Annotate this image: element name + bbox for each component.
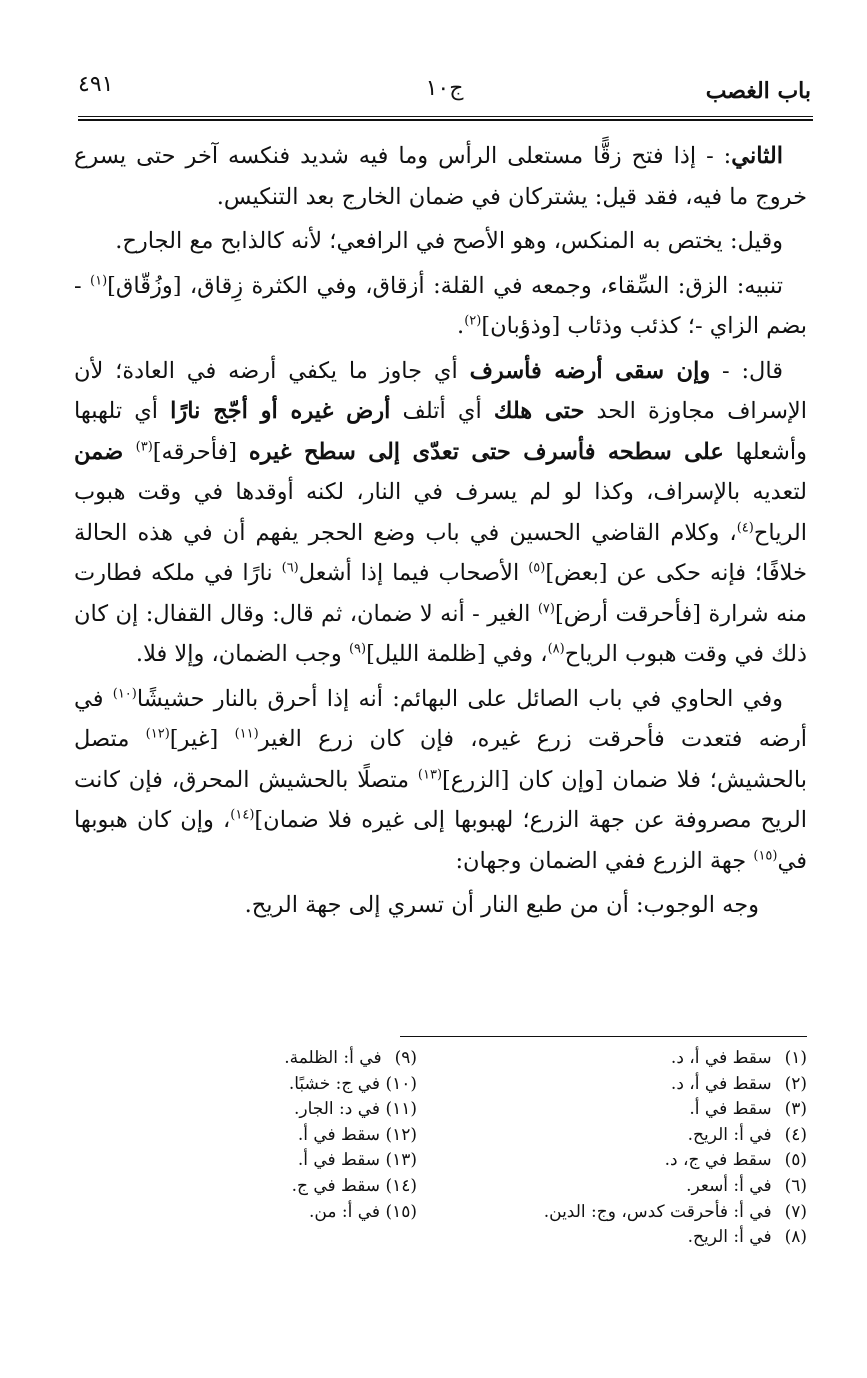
footnote-text: سقط في أ، د. (670, 1048, 772, 1068)
footnote-number: (٦) (784, 1175, 807, 1196)
paragraph-text: : - إذا فتح زقًّا مستعلى الرأس وما فيه شديد فنكسه آخر حتى يسرع خروج ما فيه، فقد قيل: يشتركان في ضمان الخارج بعد التنكيس. (74, 143, 807, 210)
matn-text: ضمن (74, 438, 136, 465)
footnote-item (447, 1174, 807, 1200)
volume-label: ج١٠ (425, 76, 464, 101)
footnote-number: (١٢) (385, 1124, 417, 1145)
footnote-ref: (٨) (547, 641, 565, 657)
footnote-number: (١٥) (385, 1201, 417, 1222)
text-run: . (457, 313, 465, 339)
footnote-item (447, 1200, 807, 1226)
matn-text: وإن سقى أرضه فأسرف (469, 357, 711, 384)
text-run: لتعديه بالإسراف، وكذا لو لم يسرف في النار، لكنه أوقدها في وقت هبوب الرياح (74, 479, 807, 546)
paragraph-1 (74, 136, 807, 217)
paragraph-text: وجه الوجوب: أن من طبع النار أن تسري إلى جهة الريح. (244, 892, 759, 918)
header-rule (78, 116, 813, 117)
header-rule-thick (78, 119, 813, 121)
text-run: الغير - أنه لا ضمان، ثم قال: وقال القفال: إن كان ذلك في وقت هبوب الرياح (74, 600, 807, 667)
footnote-ref: (٦) (281, 560, 299, 576)
paragraph-5 (74, 679, 807, 882)
footnotes-column-right (447, 1046, 807, 1251)
footnote-ref: (١٣) (417, 767, 443, 782)
paragraph-2 (74, 221, 807, 262)
footnote-item (447, 1097, 807, 1123)
footnote-number: (٥) (784, 1150, 807, 1171)
footnote-text: سقط في ج. (291, 1175, 381, 1196)
footnote-ref: (٤) (736, 520, 754, 535)
footnote-ref: (٥) (528, 560, 546, 576)
page-number: ٤٩١ (78, 72, 114, 97)
footnote-item (57, 1123, 417, 1149)
text-run: أي جاوز ما يكفي أرضه في العادة؛ لأن الإسراف مجاوزة الحد (74, 357, 808, 424)
footnote-item (57, 1097, 417, 1123)
footnote-item (447, 1072, 807, 1098)
text-run: متصلًا بالحشيش المحرق، فإن كانت الريح مصروفة عن جهة الزرع؛ لهبوبها إلى غيره فلا ضمان] (74, 766, 807, 833)
footnote-text: سقط في ج، د. (664, 1150, 772, 1171)
footnote-item (57, 1072, 417, 1098)
text-run: نارًا في ملكه فطارت منه شرارة [فأحرقت أرض] (74, 560, 807, 627)
text-run: [فأحرقه] (152, 438, 249, 465)
footnote-ref: (٢) (464, 313, 482, 329)
text-run: وفي الحاوي في باب الصائل على البهائم: أنه إذا أحرق بالنار حشيشًا (136, 685, 783, 712)
footnote-text: سقط في أ، د. (670, 1073, 772, 1094)
footnote-item (57, 1148, 417, 1174)
matn-text: على سطحه فأسرف حتى تعدّى إلى سطح غيره (248, 438, 724, 465)
text-run: ، وكلام القاضي الحسين في باب وضع الحجر يفهم أن في هذه الحالة خلافًا؛ فإنه حكى عن [بعض] (74, 519, 807, 586)
footnote-number: (١٤) (385, 1175, 417, 1196)
text-run: أي تلهبها وأشعلها (74, 398, 807, 465)
footnote-number: (٢) (784, 1073, 807, 1094)
footnote-text: في ج: خشبًا. (288, 1073, 381, 1094)
text-run: وجب الضمان، وإلا فلا. (135, 641, 349, 667)
footnote-item (447, 1225, 807, 1251)
footnote-ref: (١) (90, 273, 108, 288)
footnote-text: سقط في أ. (297, 1124, 381, 1145)
footnote-separator (400, 1036, 807, 1037)
footnotes-column-left (57, 1046, 417, 1225)
footnote-item (447, 1148, 807, 1174)
footnote-ref: (١٥) (753, 848, 778, 863)
footnote-ref: (١٢) (145, 726, 170, 742)
footnote-text: في أ: من. (309, 1201, 381, 1222)
footnote-ref: (٧) (537, 601, 555, 616)
footnote-number: (١٣) (385, 1150, 417, 1171)
running-header (78, 72, 811, 112)
text-run: تنبيه: الزق: السِّقاء، وجمعه في القلة: أزقاق، وفي الكثرة زِقاق، [وزُقّاق] (107, 272, 783, 299)
text-run: قال: - (710, 357, 783, 384)
text-run: الأصحاب فيما إذا أشعل (298, 560, 529, 586)
footnote-number: (٣) (784, 1099, 807, 1120)
matn-text: حتى هلك (493, 398, 585, 424)
footnote-text: في أ: أسعر. (686, 1175, 772, 1196)
paragraph-text: وقيل: يختص به المنكس، وهو الأصح في الرافعي؛ لأنه كالذابح مع الجارح. (115, 228, 783, 254)
matn-text: أرض غيره أو أجّج نارًا (170, 398, 391, 424)
footnote-ref: (٩) (348, 641, 367, 657)
chapter-title: باب الغصب (705, 78, 811, 104)
text-run: جهة الزرع ففي الضمان وجهان: (455, 847, 754, 874)
footnote-ref: (١١) (234, 726, 259, 742)
footnote-ref: (١٤) (230, 807, 255, 823)
footnote-item (57, 1046, 417, 1072)
footnote-number: (١) (784, 1048, 807, 1068)
footnote-item (57, 1200, 417, 1226)
footnote-number: (١١) (385, 1099, 417, 1120)
footnote-text: في أ: الريح. (687, 1124, 772, 1145)
footnote-number: (٤) (784, 1124, 807, 1145)
footnote-number: (٨) (784, 1227, 807, 1248)
footnote-text: في أ: الظلمة. (284, 1048, 382, 1068)
paragraph-3-note (74, 266, 807, 347)
main-text (74, 136, 807, 930)
text-run: ، وإن كان هبوبها في (74, 807, 807, 874)
text-run: - بضم الزاي -؛ كذئب وذئاب [وذؤبان] (74, 272, 807, 339)
text-run: أي أتلف (390, 398, 494, 424)
footnote-text: في أ: فأحرقت كدس، وج: الدين. (543, 1201, 772, 1222)
footnote-item (447, 1046, 807, 1072)
footnote-text: سقط في أ. (297, 1150, 381, 1171)
text-run: ، وفي [ظلمة الليل] (366, 641, 548, 667)
footnote-number: (١٠) (385, 1073, 417, 1094)
paragraph-4 (74, 351, 807, 675)
footnote-ref: (٣) (135, 439, 153, 454)
text-run: في أرضه فتعدت فأحرقت زرع غيره، فإن كان زرع الغير (74, 685, 807, 752)
text-run: [غير] (169, 726, 235, 752)
text-run: متصل بالحشيش؛ فلا ضمان [وإن كان [الزرع] (74, 726, 807, 793)
paragraph-lead: الثاني (731, 143, 783, 169)
footnote-text: في أ: الريح. (687, 1227, 772, 1248)
footnote-item (57, 1174, 417, 1200)
footnote-text: سقط في أ. (689, 1099, 772, 1120)
footnote-text: في د: الجار. (293, 1099, 381, 1120)
paragraph-6 (74, 885, 807, 926)
footnote-number: (٩) (394, 1048, 417, 1068)
footnote-number: (٧) (784, 1201, 807, 1222)
footnote-ref: (١٠) (112, 686, 137, 701)
footnote-item (447, 1123, 807, 1149)
